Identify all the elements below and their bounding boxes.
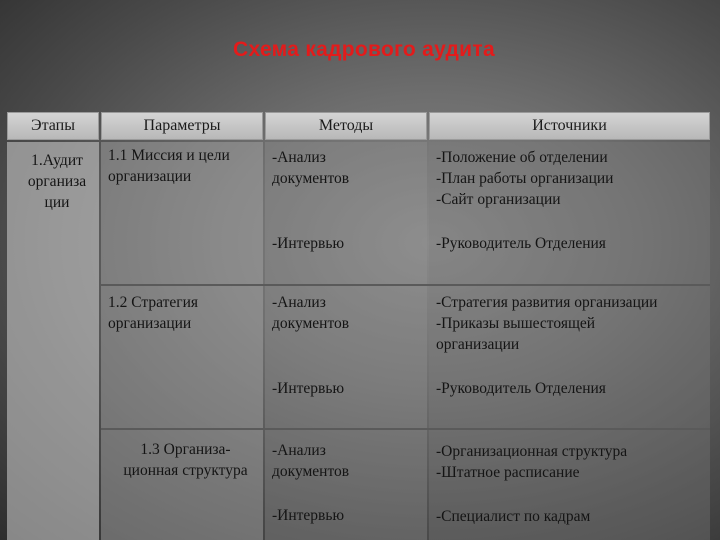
header-sources: Источники [429,112,710,140]
source-cell: -Руководитель Отделения [436,380,606,397]
header-parameters: Параметры [101,112,263,140]
stage-audit-cell: 1.Аудит организа ции [27,152,87,211]
source-cell: -Стратегия развития организации -Приказы вышестоящей организации [436,294,658,353]
method-cell: -Анализ документов [272,442,350,480]
method-cell: -Анализ документов [272,294,350,332]
row-divider [101,428,710,430]
parameter-cell: 1.1 Миссия и цели организации [108,147,230,185]
title-container [0,38,720,62]
parameter-cell: 1.3 Организа- ционная структура [123,441,248,479]
source-cell: -Руководитель Отделения [436,235,606,252]
parameter-cell: 1.2 Стратегия организации [108,294,199,332]
header-methods: Методы [265,112,427,140]
source-cell: -Положение об отделении -План работы организации -Сайт организации [436,149,614,208]
page-title: Схема кадрового аудита [233,38,495,61]
row-divider [101,284,710,286]
source-cell: -Организационная структура -Штатное расписание [436,443,628,481]
method-cell: -Интервью [272,235,345,252]
method-cell: -Интервью [272,380,345,397]
source-cell: -Специалист по кадрам [436,508,591,525]
method-cell: -Интервью [272,507,345,524]
header-stages: Этапы [7,112,99,140]
method-cell: -Анализ документов [272,149,350,187]
